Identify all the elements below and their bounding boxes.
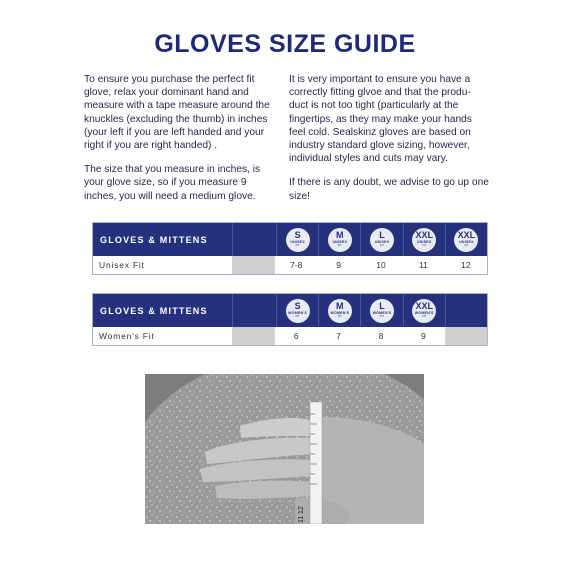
- unisex-size-table: [92, 222, 488, 275]
- intro-left-paragraph-1: To ensure you purchase the perfect fit glove, relax your dominant hand and measure with a tape measure around the knuckles (excluding the thumb) in inches (your left if you are left handed and your right if you are right handed) .: [84, 74, 270, 152]
- tape-number-11: 11: [298, 515, 305, 523]
- size-badge-s: S UNISEX FIT: [286, 228, 310, 252]
- size-value: 12: [461, 260, 471, 270]
- empty-grey-cell: [445, 327, 487, 345]
- size-cell: [276, 294, 318, 327]
- size-value: 9: [336, 260, 341, 270]
- table-row: [93, 256, 487, 274]
- unisex-header-label: GLOVES & MITTENS: [100, 234, 208, 245]
- size-cell: [360, 294, 402, 327]
- size-badge-l: L WOMEN'S FIT: [370, 299, 394, 323]
- size-badge-s: S WOMEN'S FIT: [286, 299, 310, 323]
- intro-right-paragraph-2: If there is any doubt, we advise to go up one size!: [289, 177, 489, 202]
- size-badge-m: M WOMEN'S FIT: [328, 299, 352, 323]
- size-value: 8: [378, 331, 384, 341]
- size-value: 9: [421, 331, 426, 341]
- size-cell: [403, 294, 445, 327]
- size-cell: [318, 223, 360, 256]
- size-badge-l: L UNISEX FIT: [370, 228, 394, 252]
- intro-left-paragraph-2: The size that you measure in inches, is your glove size, so if you measure 9 inches, you will need a medium glove.: [84, 164, 261, 202]
- size-badge-m: M UNISEX FIT: [328, 228, 352, 252]
- womens-size-table: [92, 293, 488, 346]
- size-badge-xxl: XXL WOMEN'S FIT: [412, 299, 436, 323]
- size-cell: [318, 294, 360, 327]
- size-cell: [445, 223, 487, 256]
- size-value: 10: [376, 260, 386, 270]
- size-value: 7: [336, 331, 341, 341]
- row-label: Unisex Fit: [99, 260, 145, 270]
- size-cell: [403, 223, 445, 256]
- womens-table-header: [93, 294, 487, 327]
- row-label: Women's Fit: [99, 331, 155, 341]
- intro-right-paragraph-1: It is very important to ensure you have a correctly fitting glvoe and that the produ-duct is not too tight (particularly at the fingertips, as they may make your hands feel cold. Sealskinz gloves are based on industry standard glove sizing, however, individual styles and cuts may vary.: [289, 74, 472, 165]
- womens-header-label: GLOVES & MITTENS: [100, 305, 208, 316]
- hand-measurement-photo: [145, 374, 424, 524]
- size-cell: [360, 223, 402, 256]
- intro-right-column: [289, 73, 489, 214]
- table-row: [93, 327, 487, 345]
- intro-left-column: [84, 73, 280, 214]
- hand-measurement-illustration: [145, 374, 424, 524]
- size-badge-xxl-2: XXL UNISEX FIT: [454, 228, 478, 252]
- size-value: 6: [293, 331, 299, 341]
- size-value: 7-8: [290, 260, 303, 270]
- size-cell-empty: [445, 294, 487, 327]
- unisex-table-header: [93, 223, 487, 256]
- size-cell: [276, 223, 318, 256]
- size-badge-xxl: XXL UNISEX FIT: [412, 228, 436, 252]
- page-title: GLOVES SIZE GUIDE: [154, 30, 416, 58]
- tape-number-12: 12: [298, 506, 305, 514]
- size-value: 11: [419, 260, 428, 270]
